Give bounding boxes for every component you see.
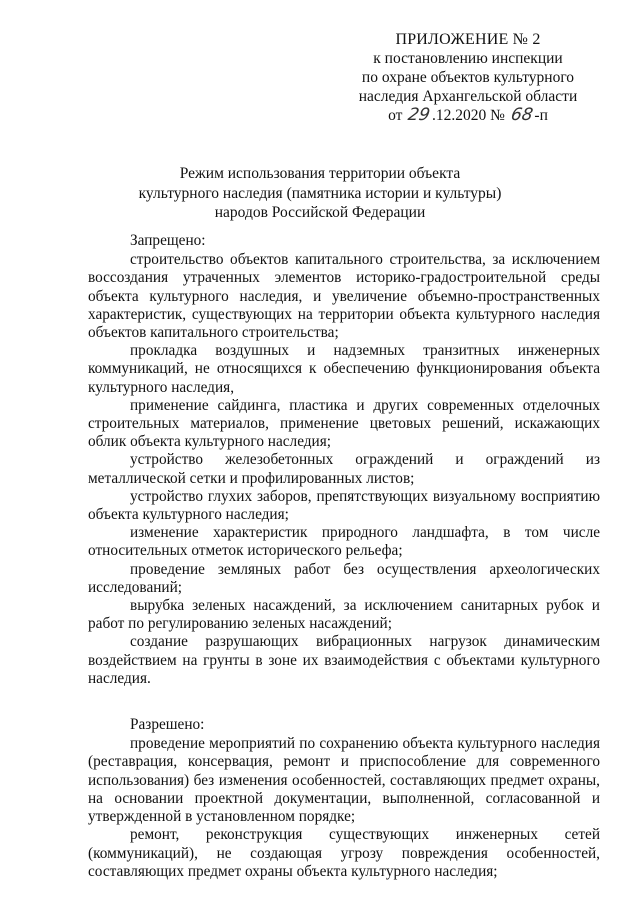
appendix-line-1: к постановлению инспекции [373,50,563,67]
prohibited-item: проведение земляных работ без осуществления археологических исследований; [88,560,600,596]
title-line-2: культурного наследия (памятника истории и культуры) [138,184,502,202]
handwritten-day: 29 [406,105,432,125]
document-title [90,164,550,223]
date-rest: .12.2020 № [431,107,505,124]
prohibited-item: вырубка зеленых насаждений, за исключением санитарных рубок и работ по регулированию зеленых насаждений; [88,597,600,633]
number-suffix: -п [534,107,548,124]
title-line-3: народов Российской Федерации [214,204,426,221]
allowed-label: Разрешено: [130,716,205,734]
prohibited-list [88,251,600,688]
prohibited-label: Запрещено: [130,232,206,249]
prohibited-item: устройство глухих заборов, препятствующих визуальному восприятию объекта культурного наследия; [88,487,600,524]
appendix-title: ПРИЛОЖЕНИЕ № 2 [395,31,541,48]
allowed-item: проведение мероприятий по сохранению объекта культурного наследия (реставрация, консервация, ремонт и приспособление для современного использования) без изменения особенностей, составляющих предмет охраны, на основании проектной документации, выполненной, согласованной и утвержденной в установленном порядке; [88,735,600,826]
handwritten-number: 68 [509,105,535,125]
prohibited-item: создание разрушающих вибрационных нагрузок динамическим воздействием на грунты в зоне их взаимодействия с объектами культурного наследия. [88,633,600,687]
appendix-line-2: по охране объектов культурного [361,69,575,86]
title-line-1: Режим использования территории объекта [179,165,461,182]
date-prefix: от [388,107,403,124]
document-body [88,232,600,881]
prohibited-item: устройство железобетонных ограждений и ограждений из металлической сетки и профилированных листов; [88,451,600,487]
prohibited-item: изменение характеристик природного ландшафта, в том числе относительных отметок исторического рельефа; [88,524,600,560]
prohibited-item: применение сайдинга, пластика и других современных отделочных строительных материалов, применение цветовых решений, искажающих облик объекта культурного наследия; [88,396,600,451]
allowed-list [88,735,600,881]
prohibited-item: прокладка воздушных и надземных транзитных инженерных коммуникаций, не относящихся к обеспечению функционирования объекта культурного наследия, [88,342,600,396]
appendix-header [348,30,588,125]
allowed-item: ремонт, реконструкция существующих инженерных сетей (коммуникаций), не создающая угрозу повреждения особенностей, составляющих предмет охраны объекта культурного наследия; [88,826,600,880]
appendix-line-3: наследия Архангельской области [358,88,578,105]
appendix-date-line [348,106,588,125]
prohibited-item: строительство объектов капитального строительства, за исключением воссоздания утраченных элементов историко-градостроительной среды объекта культурного наследия, и увеличение объемно-пространственных характеристик, существующих на территории объекта культурного наследия объектов капитального строительства; [88,251,600,342]
section-spacer [88,688,600,716]
